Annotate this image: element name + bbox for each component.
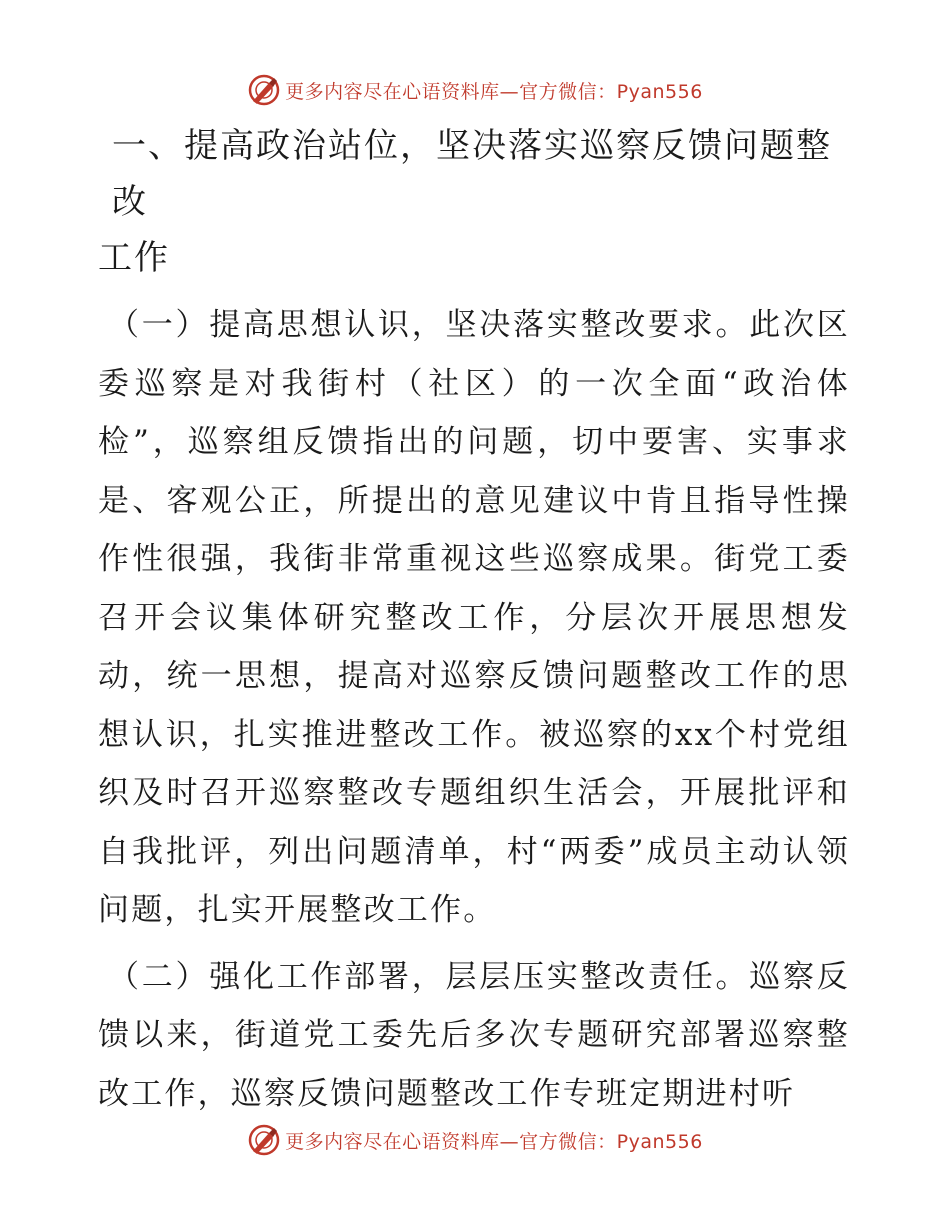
header-banner-text xyxy=(285,77,703,104)
section-heading xyxy=(98,118,850,286)
footer-banner-text xyxy=(285,1127,703,1154)
header-dash: — xyxy=(499,80,520,103)
footer-dash: — xyxy=(499,1130,520,1153)
pen-circle-logo-icon xyxy=(247,73,281,107)
heading-line-2: 工作 xyxy=(98,238,170,278)
header-wechat-text: 官方微信：Pyan556 xyxy=(519,80,703,103)
footer-site-text: 更多内容尽在心语资料库 xyxy=(285,1130,500,1153)
paragraph-2: （二）强化工作部署，层层压实整改责任。巡察反馈以来，街道党工委先后多次专题研究部署巡察整改工作，巡察反馈问题整改工作专班定期进村听 xyxy=(98,958,850,1112)
header-banner xyxy=(0,70,950,110)
document-body xyxy=(98,118,850,1131)
heading-line-1: 一、提高政治站位，坚决落实巡察反馈问题整改 xyxy=(112,126,832,222)
footer-wechat-text: 官方微信：Pyan556 xyxy=(519,1130,703,1153)
footer-banner xyxy=(0,1120,950,1160)
header-site-text: 更多内容尽在心语资料库 xyxy=(285,80,500,103)
paragraph-1: （一）提高思想认识，坚决落实整改要求。此次区委巡察是对我街村（社区）的一次全面“政治体检”，巡察组反馈指出的问题，切中要害、实事求是、客观公正，所提出的意见建议中肯且指导性操作性很强，我街非常重视这些巡察成果。街党工委召开会议集体研究整改工作，分层次开展思想发动，统一思想，提高对巡察反馈问题整改工作的思想认识，扎实推进整改工作。被巡察的xx个村党组织及时召开巡察整改专题组织生活会，开展批评和自我批评，列出问题清单，村“两委”成员主动认领问题，扎实开展整改工作。 xyxy=(98,307,850,928)
pen-circle-logo-icon xyxy=(247,1123,281,1157)
